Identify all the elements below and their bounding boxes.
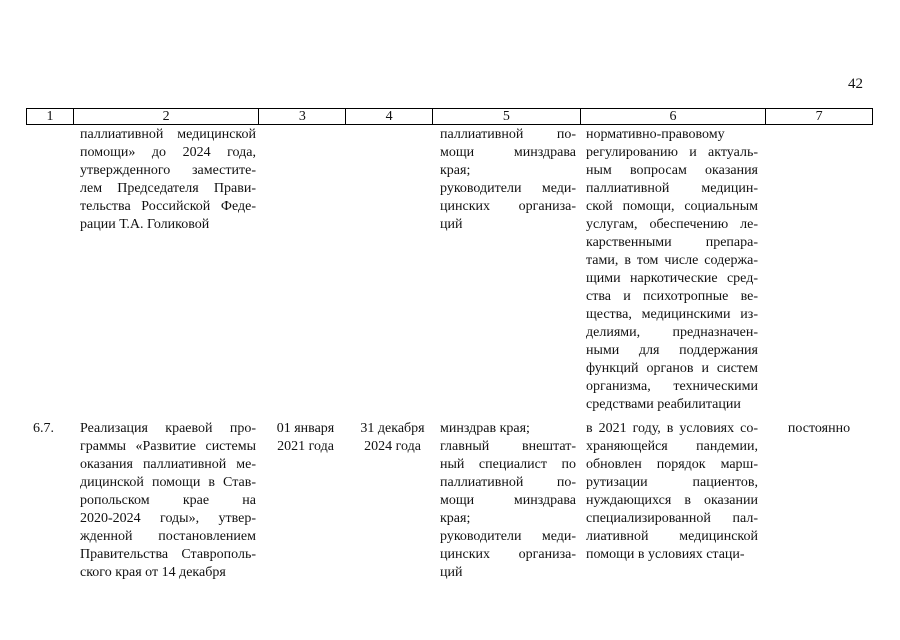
- cell-line: граммы «Развитие системы: [80, 439, 256, 454]
- row-term-cell: постоянно: [787, 421, 851, 436]
- cell-line: лем Председателя Прави-: [80, 181, 256, 196]
- continued-result-cell: [586, 126, 758, 414]
- header-cell-7: 7: [815, 109, 823, 124]
- cell-line: рации Т.А. Голиковой: [80, 217, 210, 232]
- cell-line: тами, в том числе содержа-: [586, 253, 758, 268]
- cell-line: Реализация краевой про-: [80, 421, 256, 436]
- cell-line: руководители меди-: [440, 529, 576, 544]
- cell-line: делиями, предназначен-: [586, 325, 758, 340]
- cell-line: нуждающихся в оказании: [586, 493, 758, 508]
- cell-line: руководители меди-: [440, 181, 576, 196]
- cell-line: паллиативной медицинской: [80, 127, 256, 142]
- cell-line: обновлен порядок марш-: [586, 457, 758, 472]
- cell-line: щими наркотические сред-: [586, 271, 758, 286]
- cell-line: цинских организа-: [440, 547, 576, 562]
- cell-line: ными для поддержания: [586, 343, 758, 358]
- continued-description-cell: [80, 126, 256, 234]
- cell-line: 31 декабря: [360, 421, 425, 436]
- cell-line: 2021 года: [277, 439, 334, 454]
- cell-line: регулированию и актуаль-: [586, 145, 758, 160]
- row-start-date-cell: [262, 420, 349, 456]
- cell-line: рутизации пациентов,: [586, 475, 758, 490]
- cell-line: цинских организа-: [440, 199, 576, 214]
- cell-line: ропольском крае на: [80, 493, 256, 508]
- table-header-row: [26, 108, 873, 125]
- cell-line: ций: [440, 217, 463, 232]
- cell-line: храняющейся пандемии,: [586, 439, 758, 454]
- cell-line: дицинской помощи в Став-: [80, 475, 256, 490]
- header-cell-3: 3: [259, 109, 346, 124]
- cell-line: 01 января: [276, 421, 335, 436]
- cell-line: тельства Российской Феде-: [80, 199, 256, 214]
- cell-line: услугам, обеспечению ле-: [586, 217, 758, 232]
- cell-line: функций органов и систем: [586, 361, 758, 376]
- cell-line: края;: [440, 511, 471, 526]
- cell-line: помощи в условиях стаци-: [586, 547, 745, 562]
- cell-line: 2020-2024 годы», утвер-: [80, 511, 256, 526]
- header-cell-5: 5: [433, 109, 581, 124]
- cell-line: мощи минздрава: [440, 493, 576, 508]
- cell-line: нормативно-правовому: [586, 127, 725, 142]
- cell-line: мощи минздрава: [440, 145, 576, 160]
- cell-line: помощи» до 2024 года,: [80, 145, 256, 160]
- cell-line: карственными препара-: [586, 235, 758, 250]
- cell-line: специализированной пал-: [586, 511, 758, 526]
- cell-line: паллиативной по-: [440, 475, 576, 490]
- cell-line: края;: [440, 163, 471, 178]
- cell-line: минздрав края;: [440, 421, 530, 436]
- cell-line: паллиативной по-: [440, 127, 576, 142]
- row-responsible-cell: [440, 420, 576, 582]
- cell-line: оказания паллиативной ме-: [80, 457, 256, 472]
- cell-line: ным вопросам оказания: [586, 163, 758, 178]
- cell-line: средствами реабилитации: [586, 397, 741, 412]
- page-number: 42: [848, 76, 863, 92]
- cell-line: утвержденного заместите-: [80, 163, 256, 178]
- cell-line: 2024 года: [364, 439, 421, 454]
- cell-line: лиативной медицинской: [586, 529, 758, 544]
- cell-line: щества, медицинскими из-: [586, 307, 758, 322]
- header-cell-1: 1: [27, 109, 74, 124]
- cell-line: ского края от 14 декабря: [80, 565, 226, 580]
- cell-line: жденной постановлением: [80, 529, 256, 544]
- cell-line: ства и психотропные ве-: [586, 289, 758, 304]
- header-cell-4: 4: [346, 109, 433, 124]
- cell-line: ций: [440, 565, 463, 580]
- row-description-cell: [80, 420, 256, 582]
- row-number: 6.7.: [33, 421, 54, 436]
- cell-line: в 2021 году, в условиях со-: [586, 421, 758, 436]
- cell-line: главный внештат-: [440, 439, 576, 454]
- header-cell-2: 2: [74, 109, 260, 124]
- continued-responsible-cell: [440, 126, 576, 234]
- row-result-cell: [586, 420, 758, 564]
- cell-line: организма, техническими: [586, 379, 758, 394]
- cell-line: ской помощи, социальным: [586, 199, 758, 214]
- cell-line: Правительства Ставрополь-: [80, 547, 256, 562]
- row-end-date-cell: [349, 420, 436, 456]
- cell-line: ный специалист по: [440, 457, 576, 472]
- cell-line: паллиативной медицин-: [586, 181, 758, 196]
- header-cell-6: 6: [581, 109, 767, 124]
